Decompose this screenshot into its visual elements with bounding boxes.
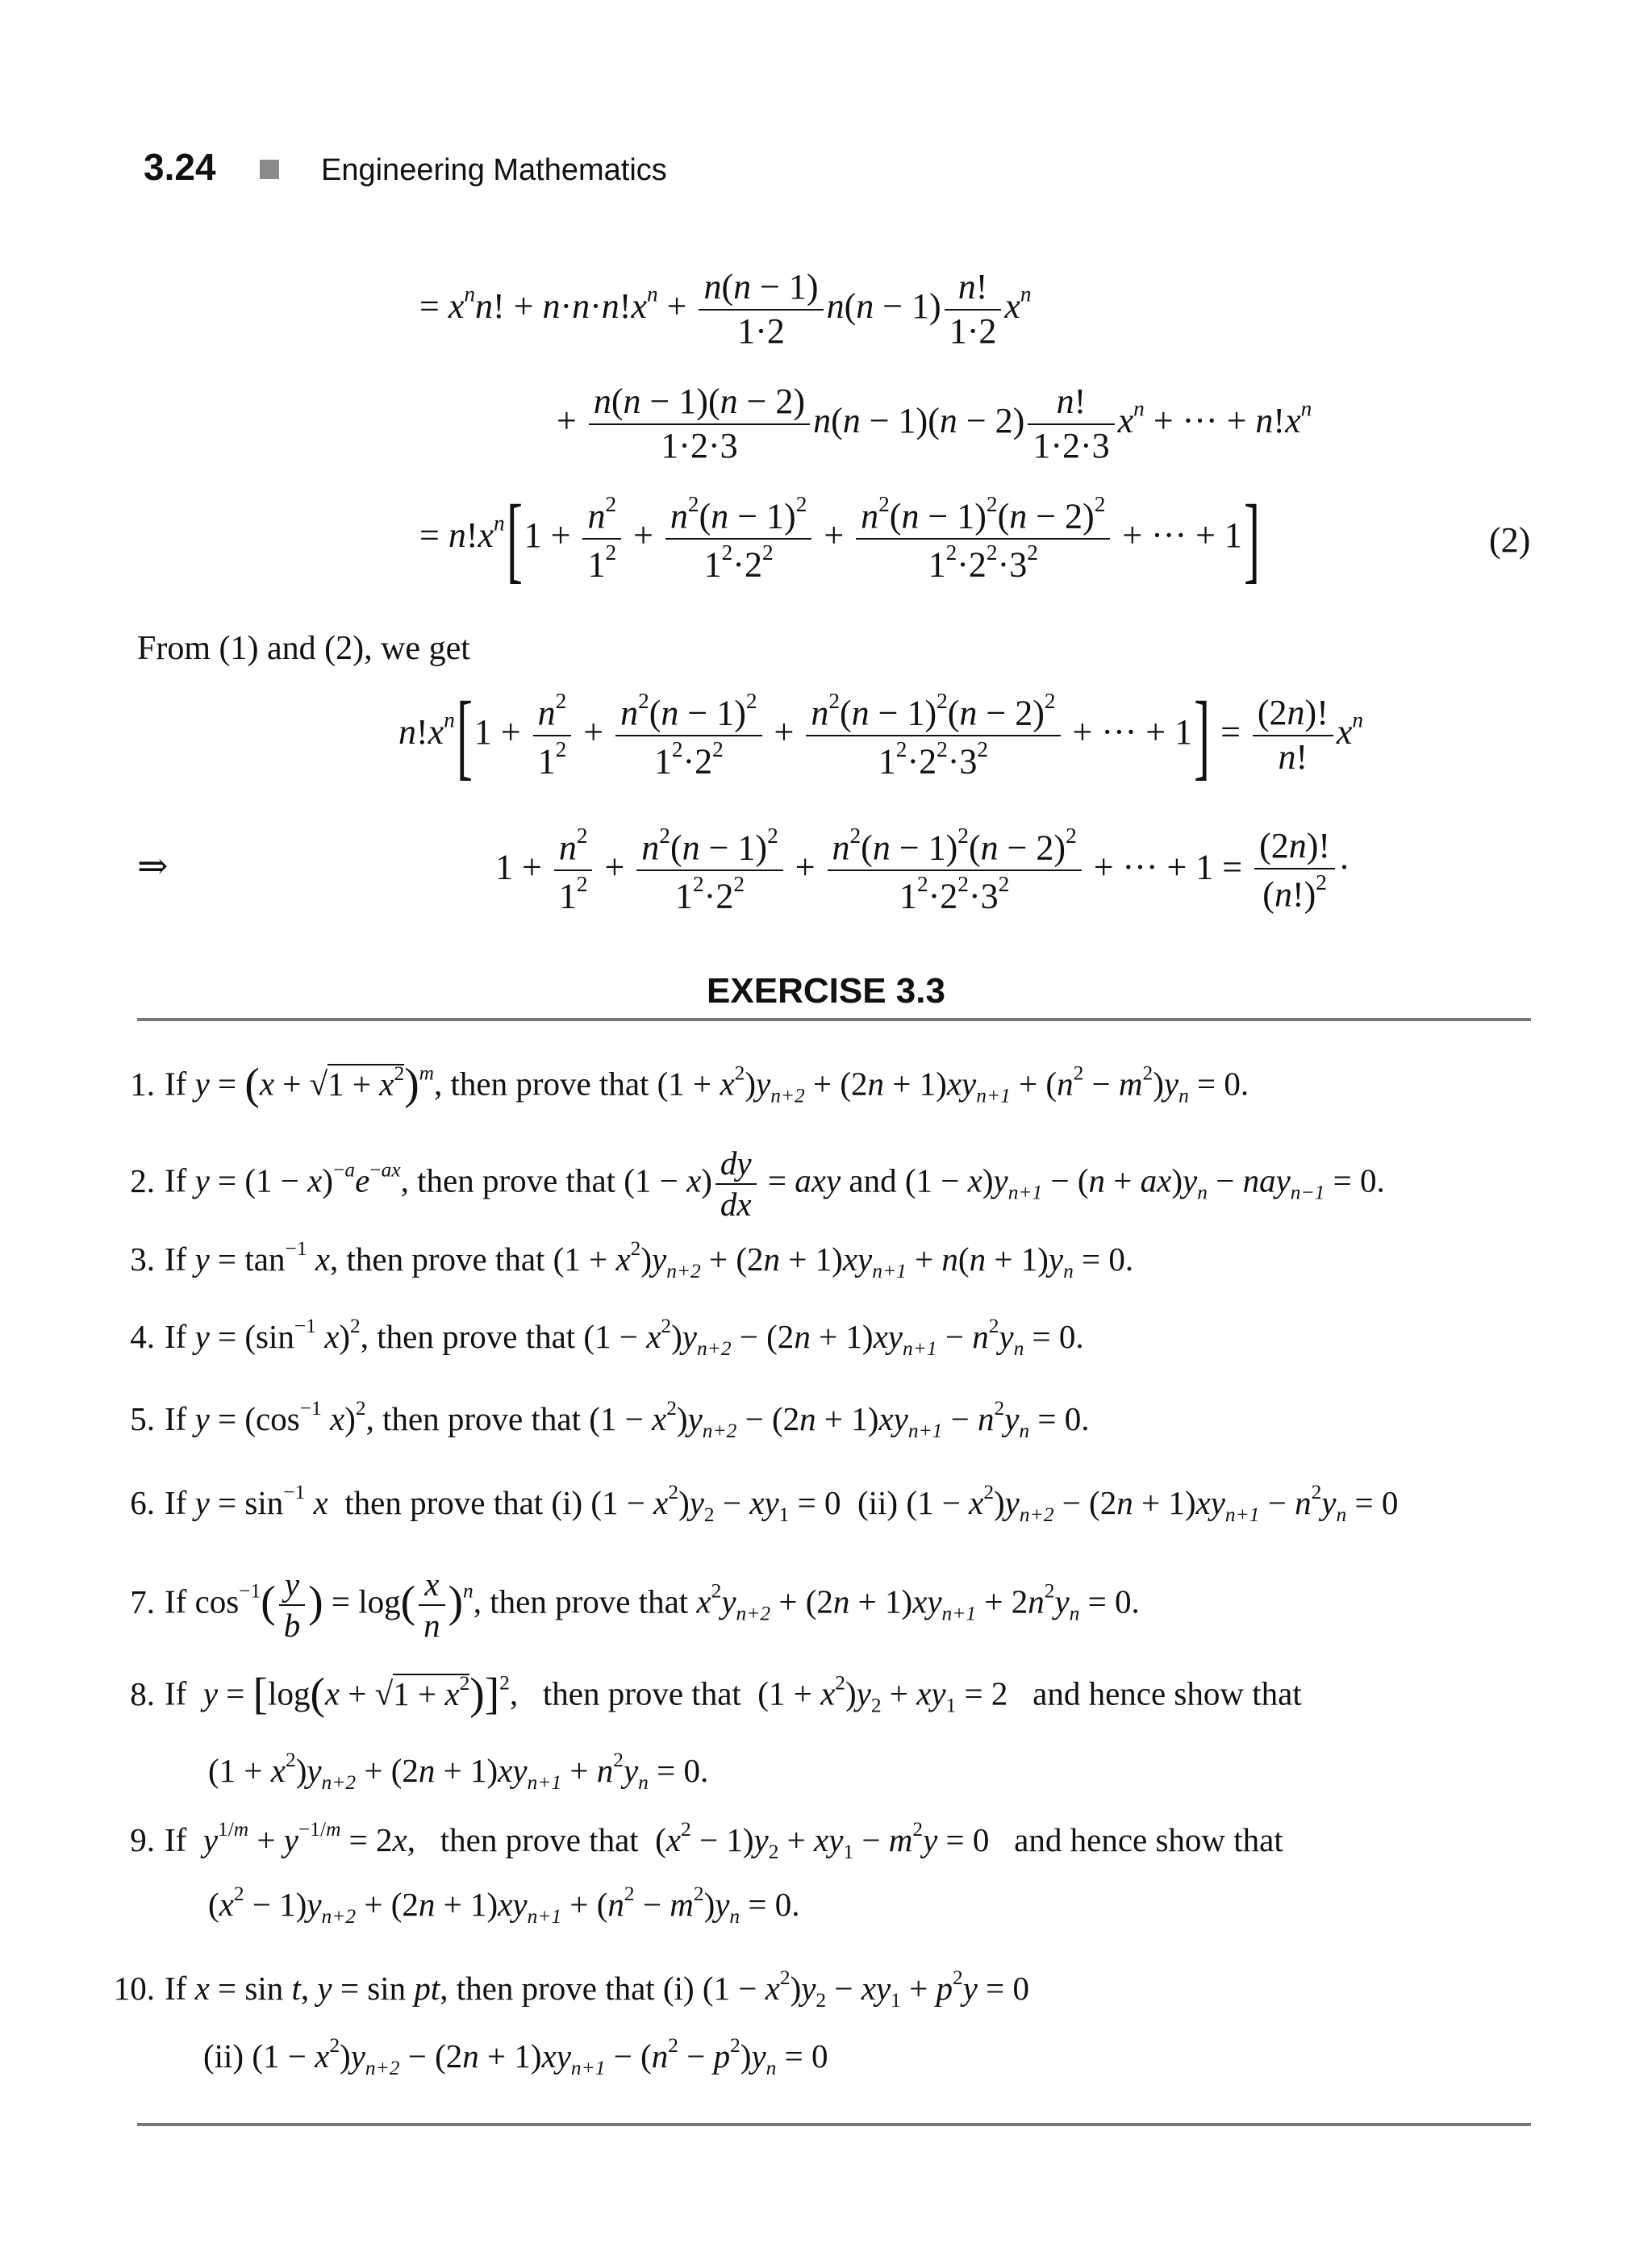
derivation-line-5: 1 + $\frac{n^2}{1^2}$ + $\frac{n^2(n - 1)^2}{1^2\cdot 2^2}$ + $\frac{n^2(n - 1)^2(n - 2)^2}{1^2\cdot 2^2\cdot 3^2}$ + ··· + 1 = $\frac{(2n)!}{(n!)^2}$ ·	[495, 824, 1350, 916]
exercise-item-4: 4. If $y = (\sin^{-1}$ x)$^2$, then prove that $(1 - x^2)y_{n+2} - (2n + 1)xy_{n+1} - n^2y_n = 0$.	[130, 1315, 1084, 1360]
exercise-item-9-continued: $(x^2 - 1)y_{n+2} + (2n + 1)xy_{n+1} + (n^2 - m^2)y_n = 0$.	[208, 1883, 800, 1928]
exercise-item-3: 3. If $y = \tan^{-1} x$, then prove that $(1 + x^2)y_{n+2} + (2n + 1)xy_{n+1} + n(n + 1)y_n = 0$.	[130, 1237, 1134, 1282]
derivation-line-3: = $n!x^n[1$ + $\frac{n^2}{1^2}$ + $\frac{n^2(n - 1)^2}{1^2\cdot 2^2}$ + $\frac{n^2(n - 1)^2(n - 2)^2}{1^2\cdot 2^2\cdot 3^2}$ + ··· + 1]	[419, 485, 1260, 592]
page-number: 3.24	[144, 146, 216, 188]
exercise-item-10: 10. If x = sin t, y = sin pt, then prove that (i) $(1 - x^2)y_2 - xy_1 + p^2y = 0$	[113, 1966, 1030, 2012]
exercise-item-9: 9. If $y^{1/m} + y^{-1/m} = 2x$, then prove that $(x^2 - 1)y_2 + xy_1 - m^2y = 0$ and hence show that	[130, 1818, 1283, 1863]
equation-number: (2)	[1489, 520, 1531, 560]
exercise-item-8: 8. If $y = [\log(x + √1 + x^2)]^2$, then prove that $(1 + x^2)y_2 + xy_1 = 2$ and hence show that	[130, 1669, 1302, 1718]
derivation-line-2: + $\frac{n(n - 1)(n - 2)}{1\cdot 2\cdot 3}$ n(n − 1)(n − 2) $\frac{n!}{1\cdot 2\cdot 3}$ $x^n$ + ··· + $n!x^n$	[557, 382, 1312, 465]
exercise-heading: EXERCISE 3.3	[707, 971, 945, 1011]
exercise-item-7: 7. If $\cos^{-1}$( $\frac{y}{b}$ ) = log( $\frac{x}{n}$ )$^n$, then prove that $x^2y_{n+2} + (2n + 1)xy_{n+1} + 2n^2y_n = 0$.	[130, 1566, 1140, 1645]
running-title: Engineering Mathematics	[321, 153, 667, 187]
exercise-item-2: 2. If $y = (1 - x)^{-a}e^{-ax}$, then prove that (1 − x) $\frac{dy}{dx}$ = axy and $(1 - x)y_{n+1} - (n + ax)y_n - nay_{n-1} = 0$.	[130, 1145, 1385, 1224]
exercise-item-8-continued: $(1 + x^2)y_{n+2} + (2n + 1)xy_{n+1} + n^2y_n = 0$.	[208, 1749, 709, 1794]
exercise-item-6: 6. If $y = \sin^{-1} x$ then prove that (i) $(1 - x^2)y_2 - xy_1 = 0$ (ii) $(1 - x^2)y_{n+2} - (2n + 1)xy_{n+1} - n^2y_n = 0$	[130, 1481, 1399, 1526]
exercise-item-5: 5. If $y = (\cos^{-1}$ x)$^2$, then prove that $(1 - x^2)y_{n+2} - (2n + 1)xy_{n+1} - n^2y_n = 0$.	[130, 1397, 1090, 1442]
exercise-item-10-part-ii: (ii) $(1 - x^2)y_{n+2} - (2n + 1)xy_{n+1} - (n^2 - p^2)y_n = 0$	[203, 2034, 828, 2079]
header-square-icon	[260, 160, 279, 179]
exercise-item-1: 1. If $y = (x + √1 + x^2)^m$, then prove that $(1 + x^2)y_{n+2} + (2n + 1)xy_{n+1} + (n^2 - m^2)y_n = 0$.	[130, 1059, 1249, 1108]
top-rule	[137, 1018, 1531, 1021]
derivation-line-1: = $x^nn$! + $n\cdot n\cdot n!x^n$ + $\frac{n(n - 1)}{1\cdot 2}$ n(n − 1) $\frac{n!}{1\cdot 2}$ $x^n$	[419, 267, 1032, 351]
implies-arrow: ⇒	[137, 845, 169, 886]
bottom-rule	[137, 2123, 1531, 2126]
intro-text: From (1) and (2), we get	[137, 630, 470, 667]
derivation-line-4: $n!x^n[1$ + $\frac{n^2}{1^2}$ + $\frac{n^2(n - 1)^2}{1^2\cdot 2^2}$ + $\frac{n^2(n - 1)^2(n - 2)^2}{1^2\cdot 2^2\cdot 3^2}$ + ··· + 1] = $\frac{(2n)!}{n!}$ $x^n$	[398, 682, 1364, 789]
